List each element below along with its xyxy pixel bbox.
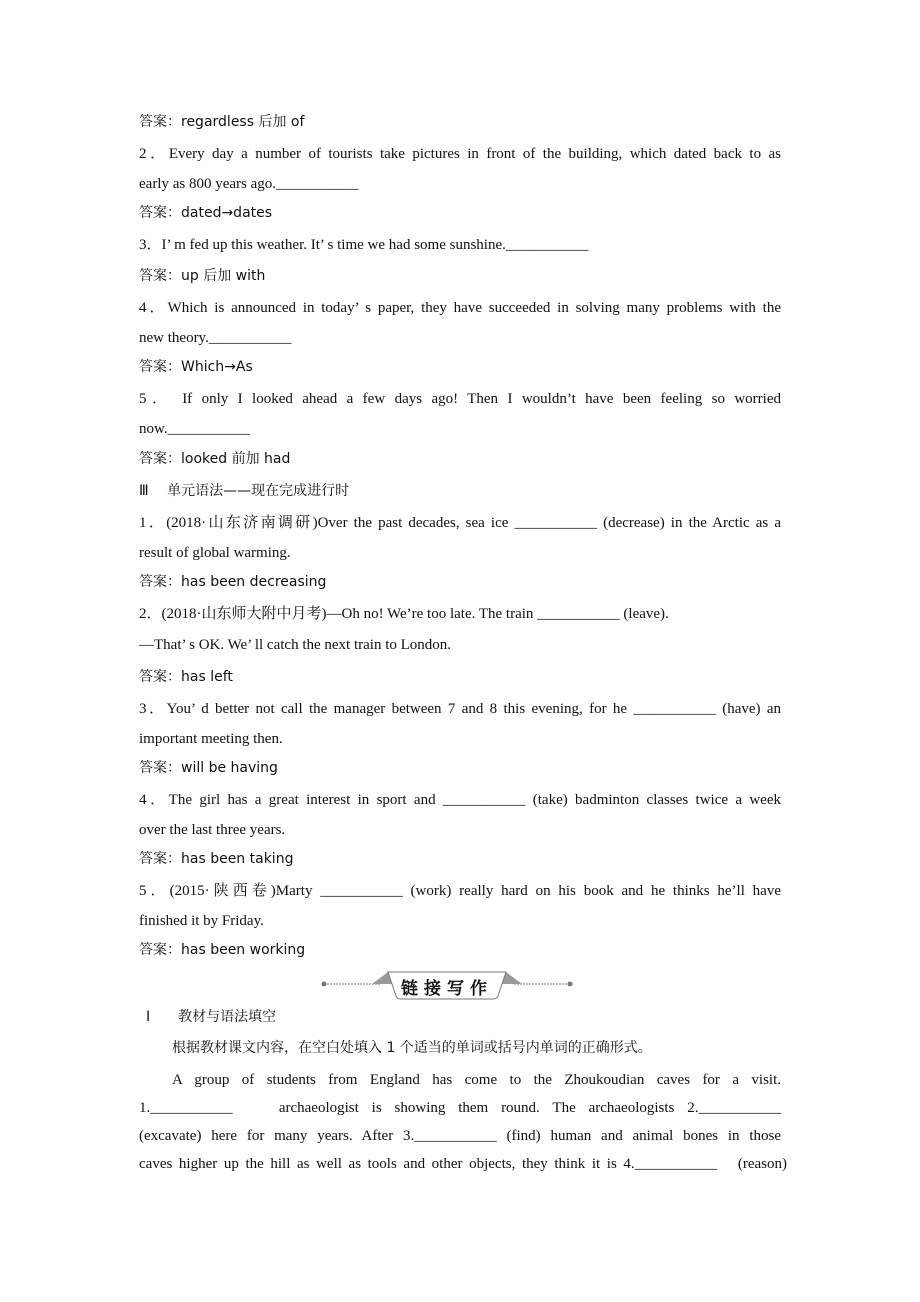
question-line: 4．The girl has a great interest in sport and ___________ (take) badminton classes twice a week: [139, 792, 781, 808]
answer-line: 答案：has been taking: [139, 851, 294, 867]
question-line: —That’ s OK. We’ ll catch the next train to London.: [139, 637, 452, 653]
answer-line: 答案：Which→As: [139, 359, 253, 375]
question-line: 3．You’ d better not call the manager between 7 and 8 this evening, for he ___________ (have) an: [139, 701, 781, 717]
passage-line: caves higher up the hill as well as tools and other objects, they think it is 4.___________ (reason): [139, 1156, 787, 1172]
question-line: 2．(2018·山东师大附中月考)—Oh no! We’re too late. The train ___________ (leave).: [139, 606, 669, 622]
answer-line: 答案：has left: [139, 669, 233, 685]
question-line: finished it by Friday.: [139, 913, 264, 929]
answer-line: 答案：has been working: [139, 942, 306, 958]
instruction: 根据教材课文内容，在空白处填入 1 个适当的单词或括号内单词的正确形式。: [172, 1040, 652, 1056]
question-line: important meeting then.: [139, 731, 283, 747]
passage-line: 1.___________ archaeologist is showing them round. The archaeologists 2.___________: [139, 1100, 781, 1116]
question-line: 1．(2018·山东济南调研)Over the past decades, sea ice ___________ (decrease) in the Arctic as a: [139, 515, 781, 531]
question-line: 2．Every day a number of tourists take pictures in front of the building, which dated back to as: [139, 146, 781, 162]
section-heading: Ⅰ 教材与语法填空: [146, 1009, 277, 1025]
section-banner: [320, 968, 574, 1000]
section-heading: Ⅲ 单元语法——现在完成进行时: [139, 483, 350, 499]
answer-line: 答案：looked 前加 had: [139, 451, 291, 467]
answer-line: 答案：will be having: [139, 760, 278, 776]
question-line: 3．I’ m fed up this weather. It’ s time we had some sunshine.___________: [139, 237, 589, 253]
answer-line: 答案：has been decreasing: [139, 574, 327, 590]
question-line: early as 800 years ago.___________: [139, 176, 359, 192]
passage-line: A group of students from England has come to the Zhoukoudian caves for a visit.: [172, 1072, 781, 1088]
question-line: new theory.___________: [139, 330, 292, 346]
question-line: 5． If only I looked ahead a few days ago! Then I wouldn’t have been feeling so worried: [139, 391, 781, 407]
question-line: 5．(2015·陕西卷)Marty ___________ (work) really hard on his book and he thinks he’ll have: [139, 883, 781, 899]
answer-line: 答案：up 后加 with: [139, 268, 266, 284]
passage-line: (excavate) here for many years. After 3.___________ (find) human and animal bones in those: [139, 1128, 781, 1144]
answer-line: 答案：regardless 后加 of: [139, 114, 305, 130]
question-line: over the last three years.: [139, 822, 286, 838]
question-line: result of global warming.: [139, 545, 291, 561]
answer-line: 答案：dated→dates: [139, 205, 273, 221]
question-line: now.___________: [139, 421, 251, 437]
question-line: 4．Which is announced in today’ s paper, they have succeeded in solving many problems with the: [139, 300, 781, 316]
banner-title: 链接写作: [401, 979, 493, 999]
